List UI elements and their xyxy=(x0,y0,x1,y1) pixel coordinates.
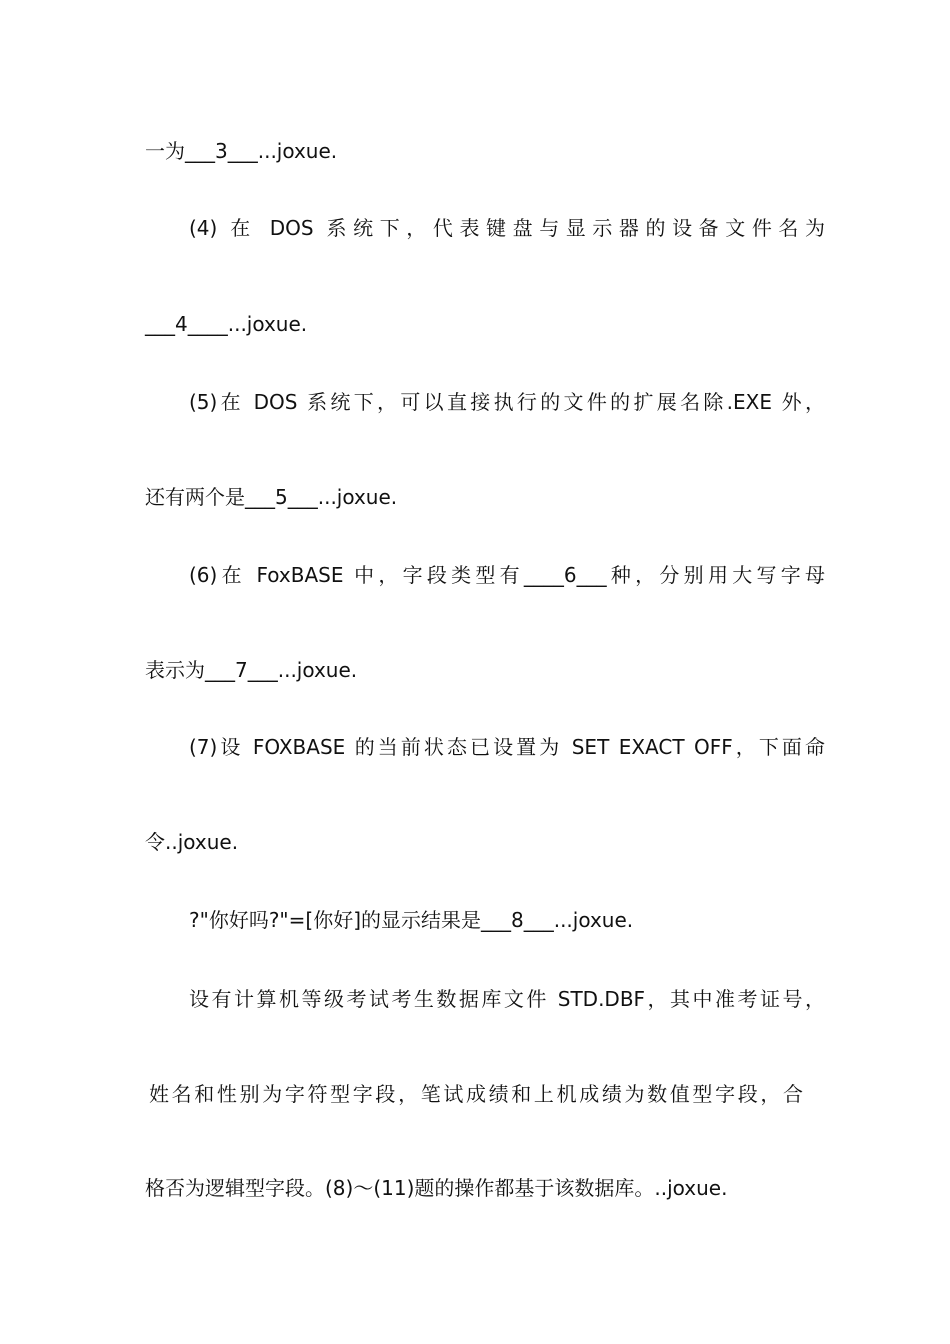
text-line-1: 一为___3___...joxue. xyxy=(145,139,338,163)
text-line-11: 设有计算机等级考试考生数据库文件 STD.DBF，其中准考证号， xyxy=(189,987,825,1011)
text-line-2: (4) 在 DOS 系统下，代表键盘与显示器的设备文件名为 xyxy=(189,216,825,240)
text-line-3: ___4____...joxue. xyxy=(145,312,308,336)
text-line-8: (7)设 FOXBASE 的当前状态已设置为 SET EXACT OFF，下面命 xyxy=(189,735,825,759)
text-line-4: (5)在 DOS 系统下，可以直接执行的文件的扩展名除.EXE 外， xyxy=(189,390,825,414)
text-line-9: 令..joxue. xyxy=(145,830,239,854)
text-line-10: ?"你好吗?"=[你好]的显示结果是___8___...joxue. xyxy=(189,908,634,932)
text-line-12: 姓名和性别为字符型字段，笔试成绩和上机成绩为数值型字段，合 xyxy=(149,1082,803,1106)
text-line-13: 格否为逻辑型字段。(8)～(11)题的操作都基于该数据库。..joxue. xyxy=(145,1176,728,1200)
text-line-7: 表示为___7___...joxue. xyxy=(145,658,358,682)
text-line-5: 还有两个是___5___...joxue. xyxy=(145,485,398,509)
text-line-6: (6)在 FoxBASE 中，字段类型有____6___种，分别用大写字母 xyxy=(189,563,825,587)
